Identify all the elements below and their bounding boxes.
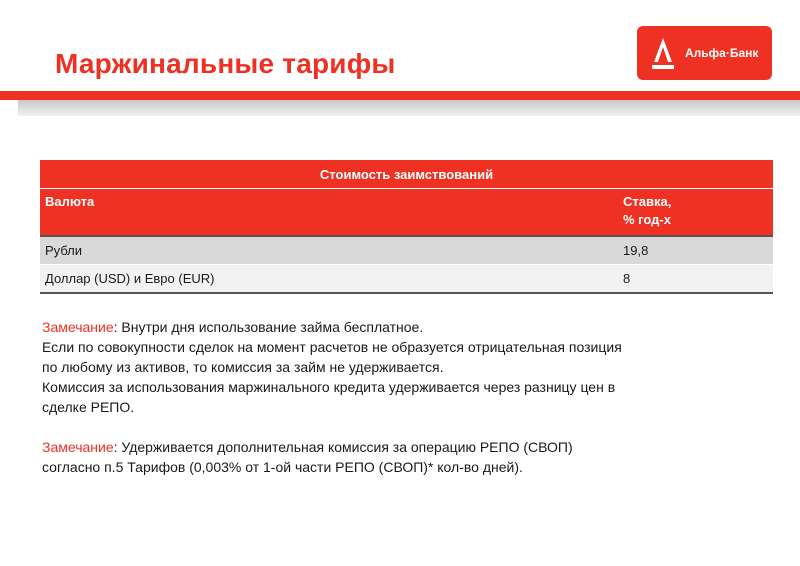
header-red-divider	[0, 91, 800, 100]
note-text: сделке РЕПО.	[42, 399, 135, 415]
table-row	[40, 236, 773, 265]
table-group-header: Стоимость заимствований	[40, 160, 773, 189]
cell-currency: Рубли	[40, 236, 618, 265]
note-text: Комиссия за использования маржинального кредита удерживается через разницу цен в	[42, 379, 616, 395]
note-text: согласно п.5 Тарифов (0,003% от 1-ой части РЕПО (СВОП)* кол-во дней).	[42, 459, 523, 475]
column-header-currency: Валюта	[40, 189, 618, 237]
header-grey-shadow	[18, 100, 800, 116]
column-header-rate	[618, 189, 773, 237]
borrowing-cost-table	[40, 160, 773, 294]
note-repo-commission	[42, 437, 762, 477]
cell-rate: 8	[618, 265, 773, 294]
page-title: Маржинальные тарифы	[55, 48, 396, 79]
note-text: Если по совокупности сделок на момент расчетов не образуется отрицательная позиция	[42, 339, 622, 355]
cell-rate: 19,8	[618, 236, 773, 265]
note-text: : Внутри дня использование займа бесплатное.	[113, 319, 424, 335]
cell-currency: Доллар (USD) и Евро (EUR)	[40, 265, 618, 294]
note-intraday	[42, 317, 762, 417]
rate-header-line1: Ставка,	[623, 194, 672, 209]
logo-text: Альфа·Банк	[685, 46, 759, 60]
note-text: : Удерживается дополнительная комиссия за операцию РЕПО (СВОП)	[113, 439, 573, 455]
note-label: Замечание	[42, 319, 114, 335]
note-label: Замечание	[42, 439, 114, 455]
rate-header-line2: % год-х	[623, 212, 671, 227]
alfa-a-icon	[649, 36, 677, 70]
note-text: по любому из активов, то комиссия за займ не удерживается.	[42, 359, 444, 375]
alfa-bank-logo	[637, 26, 772, 80]
table-row	[40, 265, 773, 294]
